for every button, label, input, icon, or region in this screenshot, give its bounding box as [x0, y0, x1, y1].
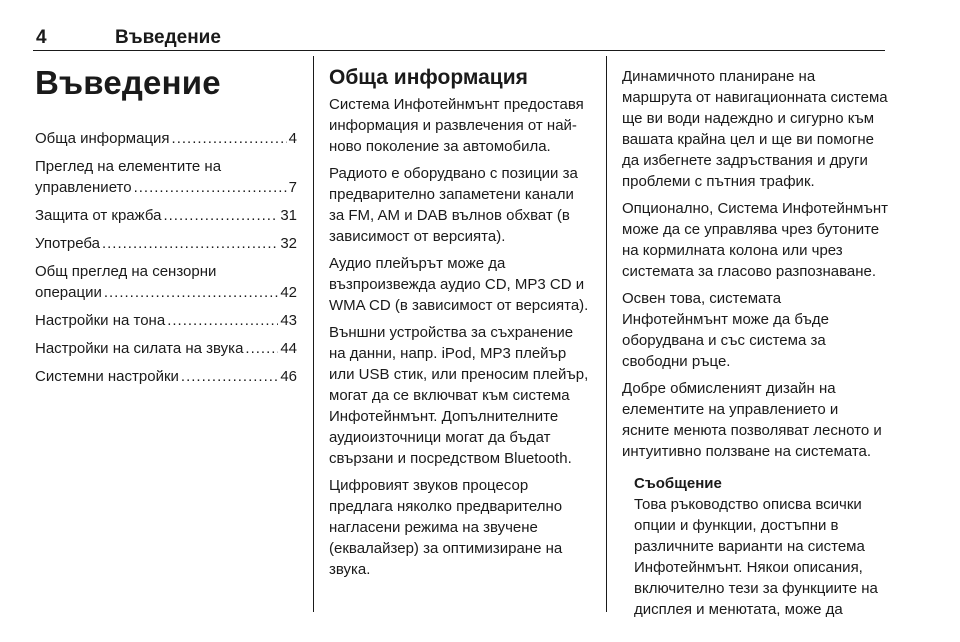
paragraph: Цифровият звуков процесор предлага няколко предварително нагласени режима на звучене (еквалайзер) за оптимизиране на звука.	[329, 477, 563, 578]
paragraph: Радиото е оборудвано с позиции за предварително запаметени канали за FM, AM и DAB вълнов обхват (в зависимост от версията).	[329, 165, 578, 245]
toc-entry-text: управлението	[35, 179, 132, 196]
toc-page-number: 31	[280, 207, 297, 224]
toc-entry-text: операции	[35, 284, 102, 301]
paragraph: Система Инфотейнмънт предоставя информация и развлечения от най-ново поколение за автомобила.	[329, 96, 584, 155]
paragraph: Освен това, системата Инфотейнмънт може да бъде оборудвана и със система за свободни ръце.	[622, 290, 829, 370]
section-heading: Обща информация	[329, 66, 528, 89]
toc-entry-text: Системни настройки	[35, 368, 179, 385]
toc-page-number: 43	[280, 312, 297, 329]
toc-entry[interactable]	[35, 205, 297, 226]
running-section-title: Въведение	[115, 27, 221, 48]
general-info-column	[329, 56, 591, 586]
toc-leader-dots	[102, 233, 278, 254]
toc-entry[interactable]	[35, 233, 297, 254]
toc-entry-text-line: Преглед на елементите на	[35, 158, 222, 175]
toc-page-number: 42	[280, 284, 297, 301]
chapter-title: Въведение	[35, 64, 221, 101]
paragraph: Динамичното планиране на маршрута от навигационната система ще ви води надеждно и сигурно към вашата крайна цел и ще ви помогне да избегнете задръствания и други проблеми с пътния трафик.	[622, 68, 888, 190]
toc-entry-text: Настройки на силата на звука	[35, 340, 244, 357]
note-box	[634, 474, 888, 620]
toc-leader-dots	[181, 366, 278, 387]
toc-leader-dots	[245, 338, 278, 359]
table-of-contents	[35, 128, 297, 387]
paragraph: Опционално, Система Инфотейнмънт може да се управлява чрез бутоните на кормилната колона или чрез системата за гласово разпознаване.	[622, 200, 888, 280]
toc-entry[interactable]	[35, 156, 297, 198]
paragraph: Външни устройства за съхранение на данни, напр. iPod, MP3 плейър или USB стик, или преносим плейър, могат да се включват към система Инфотейнмънт. Допълнителните аудиоизточници могат да бъдат свързани и посредством Bluetooth.	[329, 324, 589, 467]
toc-entry[interactable]	[35, 366, 297, 387]
toc-leader-dots	[134, 177, 287, 198]
toc-page-number: 7	[288, 179, 297, 196]
toc-page-number: 46	[280, 368, 297, 385]
navigation-info-column	[622, 56, 888, 620]
toc-entry[interactable]	[35, 128, 297, 149]
toc-entry[interactable]	[35, 338, 297, 359]
column-divider	[606, 56, 607, 612]
paragraph: Аудио плейърът може да възпроизвежда аудио CD, MP3 CD и WMA CD (в зависимост от версията).	[329, 255, 589, 314]
page-number: 4	[36, 27, 47, 48]
toc-page-number: 44	[280, 340, 297, 357]
toc-leader-dots	[163, 205, 278, 226]
toc-entry-text: Настройки на тона	[35, 312, 166, 329]
toc-entry[interactable]	[35, 310, 297, 331]
toc-entry-text: Обща информация	[35, 130, 170, 147]
toc-leader-dots	[167, 310, 278, 331]
toc-entry-text-line: Общ преглед на сензорни	[35, 263, 217, 280]
page-header	[33, 22, 885, 51]
toc-leader-dots	[104, 282, 278, 303]
paragraph: Добре обмисленият дизайн на елементите на управлението и ясните менюта позволяват лесното и интуитивно ползване на системата.	[622, 380, 882, 460]
toc-page-number: 4	[288, 130, 297, 147]
toc-entry-text: Защита от кражба	[35, 207, 162, 224]
toc-page-number: 32	[280, 235, 297, 252]
note-text: Това ръководство описва всички опции и функции, достъпни в различните варианти на система Инфотейнмънт. Някои описания, включително тези за функциите на дисплея и менютата, може да	[634, 496, 878, 618]
toc-column	[35, 56, 297, 394]
toc-entry-text: Употреба	[35, 235, 100, 252]
toc-leader-dots	[172, 128, 287, 149]
column-divider	[313, 56, 314, 612]
note-title: Съобщение	[634, 475, 722, 492]
toc-entry[interactable]	[35, 261, 297, 303]
